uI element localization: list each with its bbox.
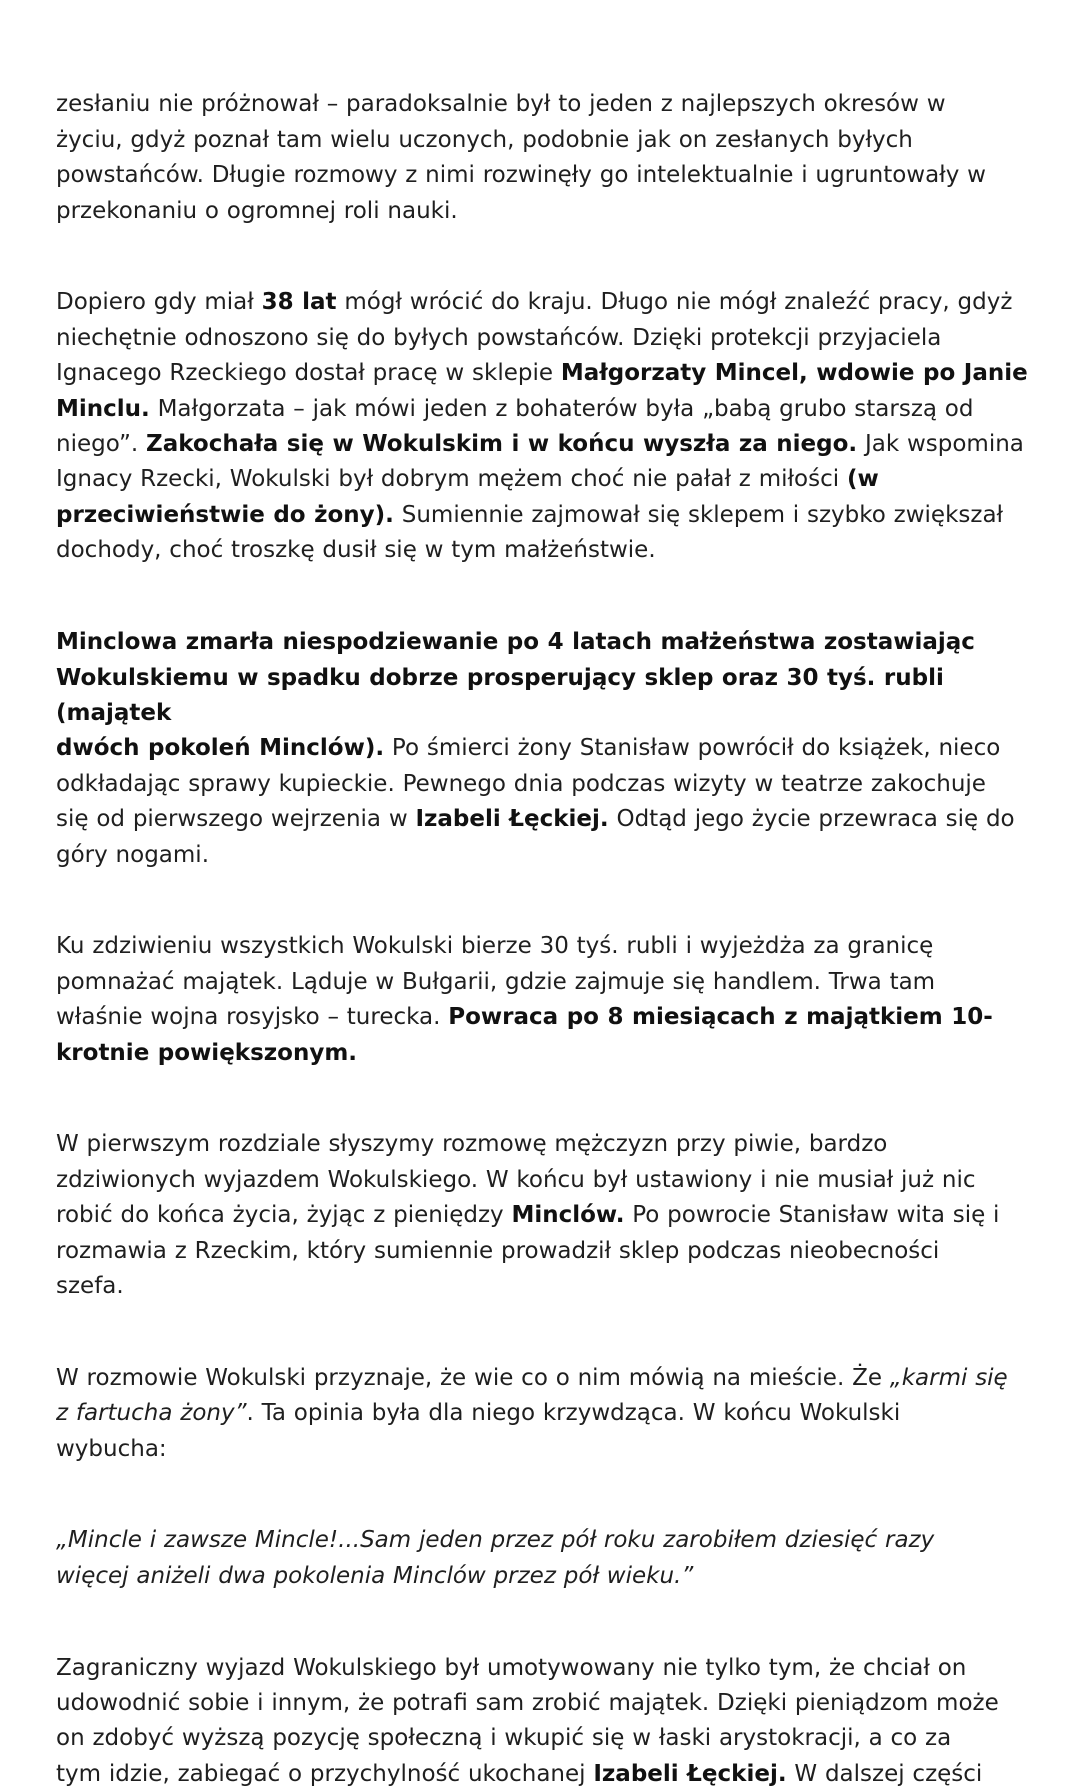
text-run-bold: Izabeli Łęckiej. [593, 1760, 787, 1787]
text-run: Ku zdziwieniu wszystkich Wokulski bierze 30 tyś. rubli i wyjeżdża za granicę pomnażać majątek. Ląduje w Bułgarii, gdzie zajmuje się handlem. Trwa tam właśnie wojna rosyjsko – turecka. [56, 933, 936, 1031]
text-run: zesłaniu nie próżnował – paradoksalnie był to jeden z najlepszych okresów w życiu, gdyż poznał tam wielu uczonych, podobnie jak on zesłanych byłych powstańców. Długie rozmowy z nimi rozwinęły go intelektualnie i ugruntowały w przekonaniu o ogromnej roli nauki. [56, 91, 986, 224]
paragraph-quote [56, 1488, 1028, 1594]
paragraph-motivation [56, 1615, 1028, 1792]
text-run-italic: „Mincle i zawsze Mincle!...Sam jeden przez pół roku zarobiłem dziesięć razy więcej aniżeli dwa pokolenia Minclów przez pół wieku.” [56, 1527, 935, 1589]
paragraph-bulgaria [56, 894, 1028, 1071]
text-run: W pierwszym rozdziale słyszymy rozmowę mężczyzn przy piwie, bardzo zdziwionych wyjazdem Wokulskiego. W końcu był ustawiony i nie musiał już nic robić do końca życia, żyjąc z pieniędzy [56, 1131, 976, 1229]
text-run: Sumiennie zajmował się sklepem i szybko zwiększał dochody, choć troszkę dusił się w tym małżeństwie. [56, 501, 1004, 564]
text-run-bold: Powraca po 8 miesiącach z majątkiem 10- krotnie powiększonym. [56, 1004, 993, 1066]
text-run-bold: 38 lat [261, 289, 337, 316]
text-run: Jak wspomina Ignacy Rzecki, Wokulski był dobrym mężem choć nie pałał z miłości [56, 431, 1024, 493]
text-run: Odtąd jego życie przewraca się do góry nogami. [56, 806, 1015, 868]
text-run: Dopiero gdy miał [56, 289, 262, 316]
text-run: mógł wrócić do kraju. Długo nie mógł znaleźć pracy, gdyż niechętnie odnoszono się do byłych powstańców. Dzięki protekcji przyjaciela Ignacego Rzeckiego dostał pracę w sklepie [56, 289, 1013, 387]
paragraph-exile [56, 52, 1028, 229]
text-run: W rozmowie Wokulski przyznaje, że wie co o nim mówią na mieście. Że [56, 1364, 890, 1391]
text-run: Po śmierci żony Stanisław powrócił do książek, nieco odkładając sprawy kupieckie. Pewnego dnia podczas wizyty w teatrze zakochuje się od pierwszego wejrzenia w [56, 735, 1001, 833]
text-run: W dalszej części [786, 1760, 983, 1787]
text-run-bold: Izabeli Łęckiej. [415, 806, 609, 833]
text-run: Po powrocie Stanisław wita się i rozmawia z Rzeckim, który sumiennie prowadził sklep podczas nieobecności szefa. [56, 1202, 1000, 1299]
text-run: . Ta opinia była dla niego krzywdząca. W końcu Wokulski wybucha: [56, 1400, 901, 1462]
text-run: Małgorzata – jak mówi jeden z bohaterów była „babą grubo starszą od niego”. [56, 395, 974, 458]
text-run-bold: (w przeciwieństwie do żony). [56, 466, 879, 528]
paragraph-first-chapter [56, 1092, 1028, 1304]
text-run-bold: Zakochała się w Wokulskim i w końcu wyszła za niego. [146, 431, 858, 458]
text-run-bold: Małgorzaty Mincel, wdowie po Janie Minclu. [56, 360, 1028, 422]
paragraph-return-and-marriage [56, 250, 1028, 569]
text-run-bold: Minclowa zmarła niespodziewanie po 4 latach małżeństwa zostawiając Wokulskiemu w spadku dobrze prosperujący sklep oraz 30 tyś. rubli (majątek dwóch pokoleń Minclów). [56, 629, 975, 762]
text-run: Zagraniczny wyjazd Wokulskiego był umotywowany nie tylko tym, że chciał on udowodnić sobie i innym, że potrafi sam zrobić majątek. Dzięki pieniądzom może on zdobyć wyższą pozycję społeczną i wkupić się w łaski arystokracji, a co za tym idzie, zabiegać o przychylność ukochanej [56, 1654, 999, 1787]
paragraph-widowhood [56, 590, 1028, 873]
paragraph-conversation [56, 1325, 1028, 1467]
text-run-italic: „karmi się z fartucha żony” [56, 1364, 1008, 1427]
text-run-bold: Minclów. [511, 1202, 625, 1229]
